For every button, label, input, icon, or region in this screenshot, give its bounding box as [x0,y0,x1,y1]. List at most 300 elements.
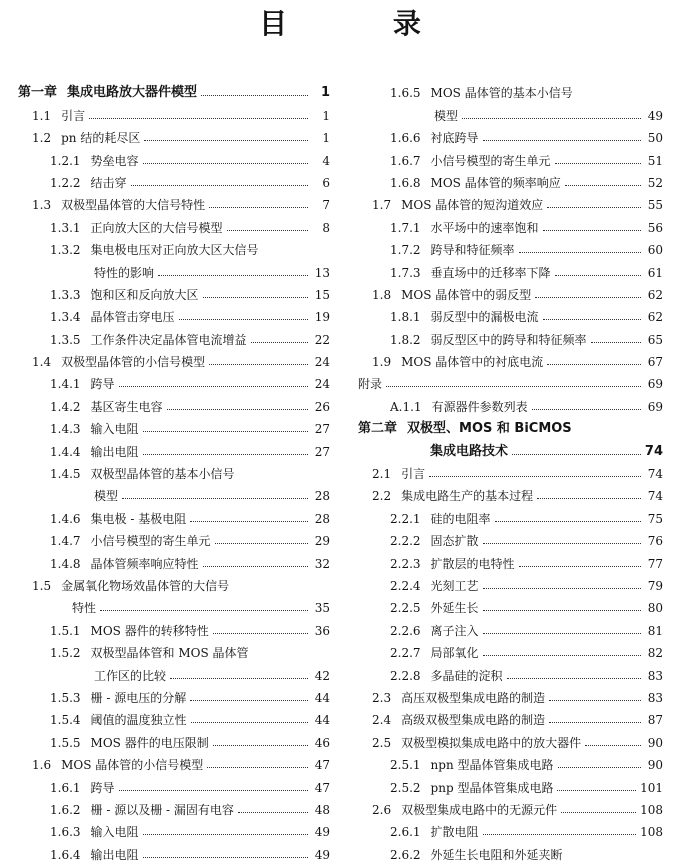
toc-entry-number: 1.3.3 [50,287,81,302]
toc-entry-page: 77 [647,556,663,571]
toc-entry-number: 1.7.1 [390,220,421,235]
toc-entry-title: npn 型晶体管集成电路 [430,758,554,773]
toc-entry[interactable] [18,259,330,281]
toc-entry-number: 1.7.2 [390,243,421,258]
toc-leader-dots [547,207,641,208]
toc-entry-title: 结击穿 [90,175,127,190]
toc-entry[interactable] [18,841,330,863]
toc-entry[interactable] [358,371,663,393]
toc-entry-page: 29 [314,534,330,549]
toc-entry-title: 集电极 - 基极电阻 [90,511,187,526]
toc-entry-number: 1.5.2 [50,646,81,661]
toc-entry-title: MOS 晶体管的频率响应 [430,175,561,190]
toc-leader-dots [227,230,308,231]
toc-entry-title: 扩散电阻 [430,825,479,840]
toc-entry-page: 56 [647,220,663,235]
toc-leader-dots [100,610,308,611]
toc-entry[interactable] [358,282,663,304]
toc-leader-dots [89,118,308,119]
toc-entry[interactable] [18,550,330,572]
toc-entry[interactable] [358,729,663,751]
toc-entry-page: 46 [314,735,330,750]
toc-entry[interactable] [358,550,663,572]
toc-entry-number: 1.6.3 [50,825,81,840]
toc-leader-dots [483,834,637,835]
toc-entry[interactable] [358,707,663,729]
toc-entry[interactable] [18,282,330,304]
toc-entry-number: 1.6.5 [390,86,421,101]
toc-entry[interactable] [18,729,330,751]
toc-leader-dots [507,678,641,679]
toc-entry-number: 2.2.7 [390,646,421,661]
toc-entry-title: MOS 晶体管的基本小信号 [430,86,573,101]
toc-entry-number: 1.6.8 [390,175,421,190]
toc-entry[interactable] [358,617,663,639]
toc-entry-number: 2.6.2 [390,847,421,862]
toc-entry[interactable] [358,192,663,214]
toc-entry-number: 1.5.4 [50,713,81,728]
toc-entry-number: 1.3.1 [50,220,81,235]
toc-entry-number: 2.5.1 [390,758,421,773]
toc-entry-title: 基区寄生电容 [90,399,163,414]
toc-entry-number: 2.2.1 [390,511,421,526]
toc-entry-title: 输出电阻 [90,847,139,862]
toc-entry[interactable] [18,170,330,192]
toc-leader-dots [429,476,641,477]
toc-entry-page: 24 [314,377,330,392]
toc-leader-dots [131,185,308,186]
toc-entry-title: 固态扩散 [430,534,479,549]
toc-entry-number: 1.3.4 [50,310,81,325]
toc-entry-page: 49 [647,108,663,123]
toc-entry-page: 26 [314,399,330,414]
toc-leader-dots [143,857,308,858]
toc-left-column [18,80,330,864]
toc-entry-page: 83 [647,690,663,705]
page-title: 目 录 [259,7,469,40]
toc-leader-dots [543,319,641,320]
toc-entry-number: 2.6 [372,802,392,817]
toc-entry-page: 24 [314,355,330,370]
toc-entry-page: 19 [314,310,330,325]
toc-entry-page: 55 [647,198,663,213]
toc-entry[interactable] [18,461,330,483]
toc-entry[interactable] [358,819,663,841]
toc-leader-dots [213,633,308,634]
toc-entry-page: 76 [647,534,663,549]
toc-entry[interactable] [358,349,663,371]
toc-entry[interactable] [358,170,663,192]
toc-leader-dots [532,409,641,410]
toc-entry-number: 1.9 [372,355,392,370]
toc-entry-title: 集成电路技术 [430,443,509,459]
toc-entry-number: 2.2.3 [390,556,421,571]
toc-entry-title: 双极型模拟集成电路中的放大器件 [401,735,582,750]
toc-entry[interactable] [18,371,330,393]
toc-entry-number: 1.4.3 [50,422,81,437]
toc-entry-title: 集成电路放大器件模型 [67,85,198,101]
toc-entry-number: 2.5.2 [390,780,421,795]
toc-entry[interactable] [18,326,330,348]
toc-entry[interactable] [18,595,330,617]
toc-entry-number: 1.1 [32,108,52,123]
toc-leader-dots [535,297,641,298]
toc-entry-page: 49 [314,847,330,862]
toc-entry[interactable] [358,640,663,662]
toc-entry-page: 75 [647,511,663,526]
toc-entry[interactable] [18,393,330,415]
toc-entry[interactable] [358,461,663,483]
toc-leader-dots [557,790,636,791]
toc-entry-title: 输入电阻 [90,422,139,437]
toc-leader-dots [143,834,308,835]
toc-right-column [358,80,663,864]
toc-leader-dots [179,319,308,320]
toc-entry-number: 2.1 [372,467,392,482]
toc-entry-number: 1.2 [32,131,52,146]
toc-entry-title: 外延生长电阻和外延夹断 [430,847,563,862]
toc-leader-dots [549,700,641,701]
toc-entry-page: 1 [322,108,330,123]
toc-leader-dots [495,521,641,522]
toc-entry-title: 双极型、MOS 和 BiCMOS [407,421,572,437]
toc-entry[interactable] [358,416,663,438]
toc-entry-title: 弱反型中的漏极电流 [430,310,539,325]
toc-entry[interactable] [358,304,663,326]
toc-entry-page: 6 [322,175,330,190]
toc-leader-dots [213,745,308,746]
toc-entry-number: 1.6.1 [50,780,81,795]
toc-leader-dots [555,275,641,276]
toc-entry[interactable] [18,80,330,102]
toc-entry-title: 工作条件决定晶体管电流增益 [90,332,247,347]
toc-entry-number: 2.4 [372,713,392,728]
toc-entry-title: 集电极电压对正向放大区大信号 [90,243,259,258]
toc-leader-dots [519,252,641,253]
toc-entry-title: 晶体管击穿电压 [90,310,175,325]
toc-entry-number: 1.4.7 [50,534,81,549]
toc-entry-title: MOS 晶体管中的弱反型 [401,287,532,302]
toc-entry-title: 阈值的温度独立性 [90,713,187,728]
toc-entry[interactable] [358,125,663,147]
toc-entry[interactable] [18,573,330,595]
toc-entry-title: 栅 - 源电压的分解 [90,690,187,705]
toc-entry-title: 双极型集成电路中的无源元件 [401,802,558,817]
toc-entry[interactable] [358,214,663,236]
toc-entry-page: 22 [314,332,330,347]
toc-leader-dots [209,207,308,208]
toc-entry-page: 32 [314,556,330,571]
toc-entry-title: 跨导 [90,780,115,795]
toc-leader-dots [209,364,308,365]
toc-entry[interactable] [18,797,330,819]
toc-entry-title: 饱和区和反向放大区 [90,287,199,302]
toc-entry-title: 引言 [401,467,426,482]
toc-leader-dots [591,342,641,343]
toc-entry-number: 1.4.6 [50,511,81,526]
toc-entry[interactable] [358,237,663,259]
toc-entry-number: 1.5.5 [50,735,81,750]
toc-entry[interactable] [358,102,663,124]
toc-entry-title: 垂直场中的迁移率下降 [430,265,551,280]
toc-leader-dots [512,454,641,455]
toc-entry-title: 引言 [61,108,86,123]
toc-entry-page: 15 [314,287,330,302]
toc-entry[interactable] [358,259,663,281]
toc-entry-page: 52 [647,175,663,190]
toc-leader-dots [143,454,308,455]
toc-entry[interactable] [18,438,330,460]
toc-entry-number: 第一章 [18,85,58,101]
toc-entry-title: 扩散层的电特性 [430,556,515,571]
toc-leader-dots [537,498,641,499]
toc-entry[interactable] [18,528,330,550]
toc-entry-page: 48 [314,802,330,817]
toc-entry[interactable] [358,393,663,415]
toc-entry-title: 跨导 [90,377,115,392]
toc-entry-page: 42 [314,668,330,683]
toc-entry-title: 双极型晶体管的小信号模型 [61,355,206,370]
toc-entry-title: pnp 型晶体管集成电路 [430,780,554,795]
toc-entry-page: 69 [647,399,663,414]
toc-entry-page: 8 [322,220,330,235]
toc-leader-dots [158,275,308,276]
toc-entry-page: 1 [322,131,330,146]
toc-entry-number: 1.3.2 [50,243,81,258]
toc-entry-title: 小信号模型的寄生单元 [430,153,551,168]
toc-entry[interactable] [18,237,330,259]
toc-entry-number: 2.2 [372,489,392,504]
toc-entry[interactable] [358,147,663,169]
toc-entry-number: 2.2.6 [390,623,421,638]
toc-entry[interactable] [358,752,663,774]
toc-entry-page: 90 [647,735,663,750]
toc-entry-page: 49 [314,825,330,840]
toc-entry[interactable] [358,685,663,707]
toc-leader-dots [386,386,641,387]
toc-entry-title: 双极型晶体管和 MOS 晶体管 [90,646,249,661]
toc-entry-page: 108 [640,802,663,817]
toc-entry-page: 61 [647,265,663,280]
toc-entry-title: 特性 [72,601,97,616]
toc-entry-number: 1.3.5 [50,332,81,347]
toc-entry[interactable] [18,685,330,707]
toc-entry-title: 外延生长 [430,601,479,616]
toc-entry-title: 弱反型区中的跨导和特征频率 [430,332,587,347]
toc-entry-page: 82 [647,646,663,661]
toc-leader-dots [483,610,641,611]
toc-entry[interactable] [358,505,663,527]
toc-entry[interactable] [18,774,330,796]
toc-leader-dots [483,655,641,656]
toc-entry-title: 多晶硅的淀积 [430,668,503,683]
toc-entry[interactable] [358,483,663,505]
toc-entry[interactable] [358,797,663,819]
toc-entry-page: 27 [314,422,330,437]
toc-entry[interactable] [18,102,330,124]
toc-entry-page: 67 [647,355,663,370]
toc-entry[interactable] [358,662,663,684]
toc-entry-page: 62 [647,287,663,302]
toc-entry-number: 1.3 [32,198,52,213]
toc-entry[interactable] [358,438,663,460]
toc-entry-number: 1.7 [372,198,392,213]
toc-entry-page: 60 [647,243,663,258]
toc-entry-number: 2.3 [372,690,392,705]
toc-entry-page: 101 [640,780,663,795]
toc-entry-page: 28 [314,489,330,504]
toc-entry-number: 1.6.2 [50,802,81,817]
toc-entry[interactable] [18,304,330,326]
toc-entry-number: 附录 [358,377,383,392]
toc-leader-dots [119,386,308,387]
toc-entry-title: 模型 [94,489,119,504]
toc-leader-dots [191,722,308,723]
toc-entry-title: 双极型晶体管的基本小信号 [90,467,235,482]
toc-entry-title: pn 结的耗尽区 [61,131,141,146]
toc-leader-dots [203,297,308,298]
toc-entry[interactable] [358,841,663,863]
toc-entry[interactable] [358,573,663,595]
toc-entry-page: 81 [647,623,663,638]
toc-entry-page: 80 [647,601,663,616]
toc-leader-dots [167,409,308,410]
toc-entry-number: 2.2.2 [390,534,421,549]
toc-entry-number: 1.5.3 [50,690,81,705]
toc-entry-page: 47 [314,758,330,773]
toc-leader-dots [143,163,308,164]
toc-entry-page: 83 [647,668,663,683]
toc-entry-page: 7 [322,198,330,213]
toc-entry[interactable] [18,192,330,214]
toc-entry-page: 62 [647,310,663,325]
toc-leader-dots [190,700,308,701]
toc-entry-number: 2.2.5 [390,601,421,616]
toc-leader-dots [170,678,308,679]
toc-entry-title: 输入电阻 [90,825,139,840]
toc-entry-number: 2.2.8 [390,668,421,683]
toc-entry-page: 50 [647,131,663,146]
toc-entry-title: 高级双极型集成电路的制造 [401,713,546,728]
toc-entry-title: 局部氧化 [430,646,479,661]
toc-leader-dots [555,163,641,164]
toc-entry-title: 金属氧化物场效晶体管的大信号 [61,578,230,593]
toc-entry-title: 有源器件参数列表 [431,399,528,414]
toc-entry-number: 1.6.6 [390,131,421,146]
toc-entry-page: 27 [314,444,330,459]
toc-entry-page: 87 [647,713,663,728]
toc-leader-dots [561,812,636,813]
toc-leader-dots [251,342,308,343]
toc-entry-page: 74 [647,489,663,504]
toc-entry[interactable] [18,640,330,662]
toc-entry-title: 光刻工艺 [430,578,479,593]
toc-entry-number: 1.4.5 [50,467,81,482]
toc-leader-dots [558,767,641,768]
toc-entry-number: 1.4.1 [50,377,81,392]
toc-entry-title: 水平场中的速率饱和 [430,220,539,235]
toc-entry-page: 36 [314,623,330,638]
toc-entry-page: 69 [647,377,663,392]
toc-entry[interactable] [18,505,330,527]
toc-entry-number: 1.8.1 [390,310,421,325]
toc-entry-number: 1.8 [372,287,392,302]
toc-entry-number: 1.2.1 [50,153,81,168]
toc-entry-title: 晶体管频率响应特性 [90,556,199,571]
toc-entry[interactable] [18,752,330,774]
toc-entry-title: 势垒电容 [90,153,139,168]
toc-entry[interactable] [358,774,663,796]
toc-entry-number: 1.6.4 [50,847,81,862]
toc-entry[interactable] [18,819,330,841]
toc-entry[interactable] [358,326,663,348]
toc-entry-title: MOS 晶体管的小信号模型 [61,758,204,773]
toc-leader-dots [585,745,641,746]
toc-entry-title: 特性的影响 [94,265,155,280]
toc-leader-dots [207,767,308,768]
toc-leader-dots [143,431,308,432]
toc-entry-number: 1.7.3 [390,265,421,280]
toc-entry-title: 衬底跨导 [430,131,479,146]
toc-entry[interactable] [358,528,663,550]
toc-entry-page: 79 [647,578,663,593]
toc-entry[interactable] [18,147,330,169]
toc-leader-dots [549,722,641,723]
toc-leader-dots [119,790,308,791]
toc-entry-title: 离子注入 [430,623,479,638]
toc-entry[interactable] [18,349,330,371]
toc-leader-dots [543,230,641,231]
toc-entry-number: 第二章 [358,421,398,437]
toc-entry[interactable] [18,662,330,684]
toc-entry-number: 1.6.7 [390,153,421,168]
toc-entry-title: 正向放大区的大信号模型 [90,220,223,235]
toc-leader-dots [519,566,641,567]
toc-entry[interactable] [18,707,330,729]
toc-entry[interactable] [18,617,330,639]
toc-entry-number: 2.5 [372,735,392,750]
toc-entry-title: 跨导和特征频率 [430,243,515,258]
toc-entry-page: 35 [314,601,330,616]
toc-entry-page: 74 [644,443,663,459]
toc-entry-title: 小信号模型的寄生单元 [90,534,211,549]
toc-entry[interactable] [358,595,663,617]
toc-entry[interactable] [18,125,330,147]
toc-entry[interactable] [358,80,663,102]
toc-leader-dots [483,543,641,544]
toc-entry-number: 1.4.4 [50,444,81,459]
toc-entry[interactable] [18,214,330,236]
toc-entry-number: 1.5 [32,578,52,593]
toc-entry-page: 65 [647,332,663,347]
toc-entry-title: MOS 晶体管中的衬底电流 [401,355,544,370]
toc-entry-title: 双极型晶体管的大信号特性 [61,198,206,213]
toc-entry-page: 74 [647,467,663,482]
toc-entry-number: 1.4 [32,355,52,370]
toc-entry[interactable] [18,416,330,438]
toc-entry-number: 1.2.2 [50,175,81,190]
toc-entry[interactable] [18,483,330,505]
toc-entry-number: 1.6 [32,758,52,773]
toc-entry-number: A.1.1 [390,399,422,414]
toc-leader-dots [547,364,641,365]
toc-entry-page: 47 [314,780,330,795]
toc-entry-number: 2.6.1 [390,825,421,840]
toc-entry-page: 28 [314,511,330,526]
toc-entry-title: 栅 - 源以及栅 - 漏固有电容 [90,802,234,817]
toc-entry-title: 硅的电阻率 [430,511,491,526]
toc-entry-title: 输出电阻 [90,444,139,459]
